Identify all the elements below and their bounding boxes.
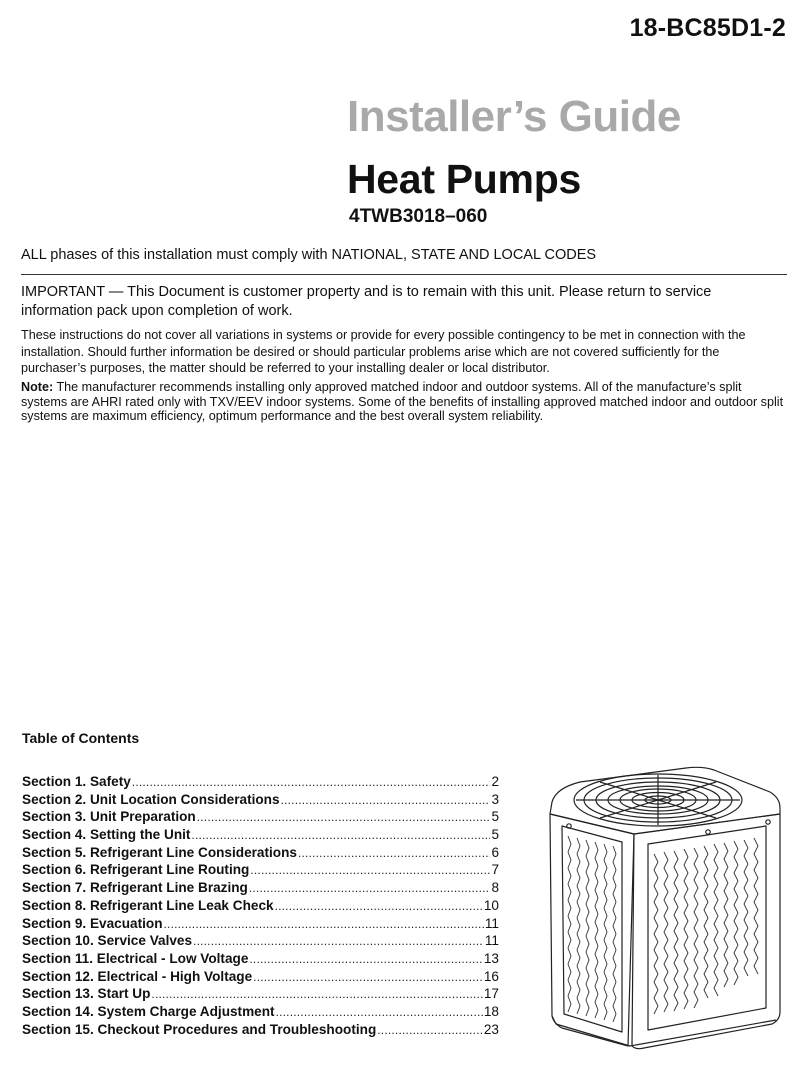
toc-item-page: 13 [483, 950, 499, 966]
toc-item[interactable] [22, 969, 499, 987]
toc-item-page: 10 [483, 897, 499, 913]
toc-heading: Table of Contents [22, 730, 140, 746]
toc-item[interactable] [22, 1022, 499, 1040]
model-number: 4TWB3018–060 [349, 206, 488, 227]
table-of-contents [22, 774, 499, 1039]
toc-item-page: 6 [491, 844, 499, 860]
note-text: The manufacturer recommends installing only approved matched indoor and outdoor systems. All of the manufacture’s split systems are AHRI rated only with TXV/EEV indoor systems. Some of the benefits of installing approved matched indoor and outdoor split systems are maximum efficiency, optimum performance and the best overall system reliability. [21, 380, 784, 423]
instructions-paragraph: These instructions do not cover all variations in systems or provide for every possible contingency to be met in connection with the installation. Should further information be desired or should particular problems arise which are not covered sufficiently for the purchaser’s purposes, the matter should be referred to your installing dealer or local distributor. [21, 328, 746, 375]
leader-dots [249, 952, 482, 966]
toc-item-title: Section 9. Evacuation [22, 915, 163, 931]
leader-dots [197, 810, 491, 824]
toc-item[interactable] [22, 845, 499, 863]
document-number: 18-BC85D1-2 [629, 14, 786, 42]
toc-item-title: Section 7. Refrigerant Line Brazing [22, 880, 248, 896]
toc-item[interactable] [22, 792, 499, 810]
toc-item-title: Section 3. Unit Preparation [22, 809, 196, 825]
leader-dots [151, 987, 482, 1001]
toc-item-title: Section 5. Refrigerant Line Considerations [22, 844, 297, 860]
leader-dots [191, 828, 490, 842]
toc-item-page: 23 [483, 1021, 499, 1037]
toc-item-title: Section 14. System Charge Adjustment [22, 1003, 275, 1019]
divider [21, 274, 787, 275]
toc-item-title: Section 12. Electrical - High Voltage [22, 968, 253, 984]
toc-item-page: 11 [484, 915, 499, 931]
codes-notice: ALL phases of this installation must comply with NATIONAL, STATE AND LOCAL CODES [21, 247, 597, 263]
toc-item-page: 7 [491, 862, 499, 878]
toc-item[interactable] [22, 880, 499, 898]
toc-item-page: 5 [491, 827, 499, 843]
note-label: Note: [21, 380, 54, 394]
toc-item-title: Section 4. Setting the Unit [22, 827, 191, 843]
toc-item[interactable] [22, 774, 499, 792]
toc-item-page: 11 [484, 933, 499, 949]
toc-item-title: Section 6. Refrigerant Line Routing [22, 862, 250, 878]
toc-item-page: 5 [491, 809, 499, 825]
leader-dots [281, 793, 491, 807]
toc-item-page: 17 [483, 986, 499, 1002]
toc-item-title: Section 2. Unit Location Considerations [22, 791, 280, 807]
product-title: Heat Pumps [347, 156, 581, 202]
leader-dots [253, 970, 483, 984]
toc-item-title: Section 11. Electrical - Low Voltage [22, 950, 249, 966]
leader-dots [132, 775, 491, 789]
toc-item-title: Section 15. Checkout Procedures and Troubleshooting [22, 1021, 377, 1037]
leader-dots [276, 1005, 483, 1019]
leader-dots [250, 863, 490, 877]
toc-item-page: 2 [491, 774, 499, 789]
toc-item[interactable] [22, 933, 499, 951]
important-notice: IMPORTANT — This Document is customer property and is to remain with this unit. Please return to service information pack upon completion of work. [21, 284, 712, 319]
toc-item-title: Section 1. Safety [22, 774, 131, 789]
toc-item-page: 8 [491, 880, 499, 896]
leader-dots [298, 846, 490, 860]
leader-dots [193, 934, 484, 948]
toc-item[interactable] [22, 986, 499, 1004]
toc-item[interactable] [22, 898, 499, 916]
heat-pump-unit-icon [536, 762, 790, 1052]
toc-item[interactable] [22, 862, 499, 880]
guide-title: Installer’s Guide [347, 92, 681, 141]
leader-dots [377, 1023, 483, 1037]
note-paragraph [21, 380, 791, 424]
toc-item[interactable] [22, 1004, 499, 1022]
toc-item-page: 3 [491, 791, 499, 807]
toc-item[interactable] [22, 809, 499, 827]
toc-item[interactable] [22, 827, 499, 845]
toc-item-title: Section 10. Service Valves [22, 933, 193, 949]
leader-dots [275, 899, 483, 913]
toc-item[interactable] [22, 916, 499, 934]
toc-item-page: 18 [483, 1003, 499, 1019]
leader-dots [164, 917, 484, 931]
toc-item[interactable] [22, 951, 499, 969]
toc-item-page: 16 [483, 968, 499, 984]
leader-dots [249, 881, 491, 895]
toc-item-title: Section 13. Start Up [22, 986, 151, 1002]
toc-item-title: Section 8. Refrigerant Line Leak Check [22, 897, 274, 913]
